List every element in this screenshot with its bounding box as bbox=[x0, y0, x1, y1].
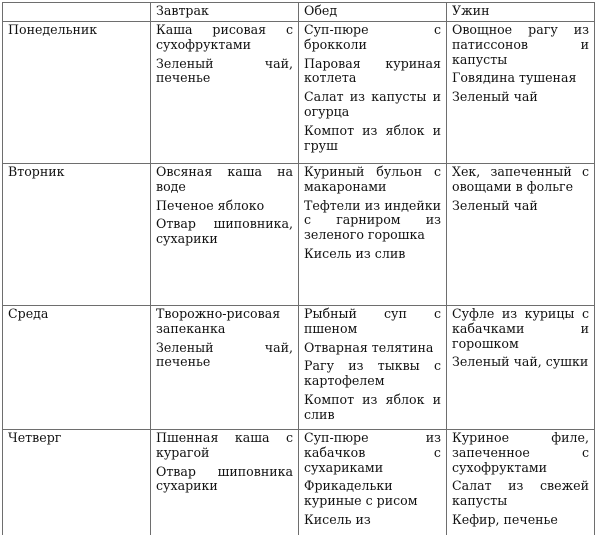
meal-item: Куриное филе, запеченное с сухофруктами bbox=[452, 430, 589, 475]
meal-item: Каша рисовая с сухофруктами bbox=[156, 22, 293, 52]
meal-item: Салат из свежей капусты bbox=[452, 478, 589, 509]
dinner-cell bbox=[447, 306, 595, 430]
header-dinner: Ужин bbox=[447, 3, 595, 22]
table-row bbox=[3, 22, 595, 164]
meal-item: Суфле из курицы с кабачками и горошком bbox=[452, 306, 589, 351]
meal-item: Говядина тушеная bbox=[452, 70, 577, 86]
meal-item: Кисель из слив bbox=[304, 245, 406, 261]
dinner-cell bbox=[447, 164, 595, 306]
day-cell: Четверг bbox=[3, 430, 151, 535]
lunch-cell bbox=[299, 430, 447, 535]
meal-item: Салат из капусты и огурца bbox=[304, 89, 441, 119]
breakfast-cell bbox=[151, 306, 299, 430]
meal-item: Отвар шиповника, сухарики bbox=[156, 216, 293, 247]
table-row bbox=[3, 306, 595, 430]
meal-item: Суп-пюре с брокколи bbox=[304, 22, 441, 52]
meal-item: Отварная телятина bbox=[304, 339, 434, 355]
breakfast-cell bbox=[151, 164, 299, 306]
meal-item: Кисель из bbox=[304, 511, 371, 527]
table-header-row bbox=[3, 3, 595, 22]
meal-item: Компот из яблок и слив bbox=[304, 391, 441, 422]
meal-item: Пшенная каша с курагой bbox=[156, 430, 293, 460]
table-row bbox=[3, 430, 595, 535]
meal-item: Компот из яблок и груш bbox=[304, 122, 441, 153]
lunch-cell bbox=[299, 306, 447, 430]
lunch-cell bbox=[299, 164, 447, 306]
meal-item: Тефтели из индейки с гарниром из зеленого горошка bbox=[304, 197, 441, 243]
meal-item: Фрикадельки куриные с рисом bbox=[304, 478, 418, 509]
meal-item: Зеленый чай bbox=[452, 197, 538, 213]
day-cell: Вторник bbox=[3, 164, 151, 306]
meal-item: Рыбный суп с пшеном bbox=[304, 306, 441, 336]
meal-item: Овсяная каша на воде bbox=[156, 164, 293, 194]
meal-item: Хек, запеченный с овощами в фольге bbox=[452, 164, 589, 194]
day-cell: Понедельник bbox=[3, 22, 151, 164]
header-breakfast: Завтрак bbox=[151, 3, 299, 22]
meal-item: Куриный бульон с макаронами bbox=[304, 164, 441, 194]
meal-item: Кефир, печенье bbox=[452, 511, 558, 527]
meal-item: Зеленый чай bbox=[452, 89, 538, 105]
meal-item: Отвар шиповника сухарики bbox=[156, 463, 293, 494]
meal-item: Творожно-рисовая запеканка bbox=[156, 306, 281, 336]
dinner-cell bbox=[447, 22, 595, 164]
meal-item: Печеное яблоко bbox=[156, 197, 265, 213]
header-day bbox=[3, 3, 151, 22]
meal-item: Зеленый чай, печенье bbox=[156, 339, 293, 370]
meal-item: Овощное рагу из патиссонов и капусты bbox=[452, 22, 589, 67]
weekly-menu-table bbox=[2, 2, 595, 535]
breakfast-cell bbox=[151, 22, 299, 164]
table-row bbox=[3, 164, 595, 306]
meal-item: Суп-пюре из кабачков с сухариками bbox=[304, 430, 441, 475]
dinner-cell bbox=[447, 430, 595, 535]
meal-item: Зеленый чай, печенье bbox=[156, 55, 293, 86]
meal-item: Паровая куриная котлета bbox=[304, 55, 441, 86]
meal-item: Рагу из тыквы с картофелем bbox=[304, 358, 441, 389]
meal-item: Зеленый чай, сушки bbox=[452, 354, 589, 370]
header-lunch: Обед bbox=[299, 3, 447, 22]
breakfast-cell bbox=[151, 430, 299, 535]
day-cell: Среда bbox=[3, 306, 151, 430]
lunch-cell bbox=[299, 22, 447, 164]
